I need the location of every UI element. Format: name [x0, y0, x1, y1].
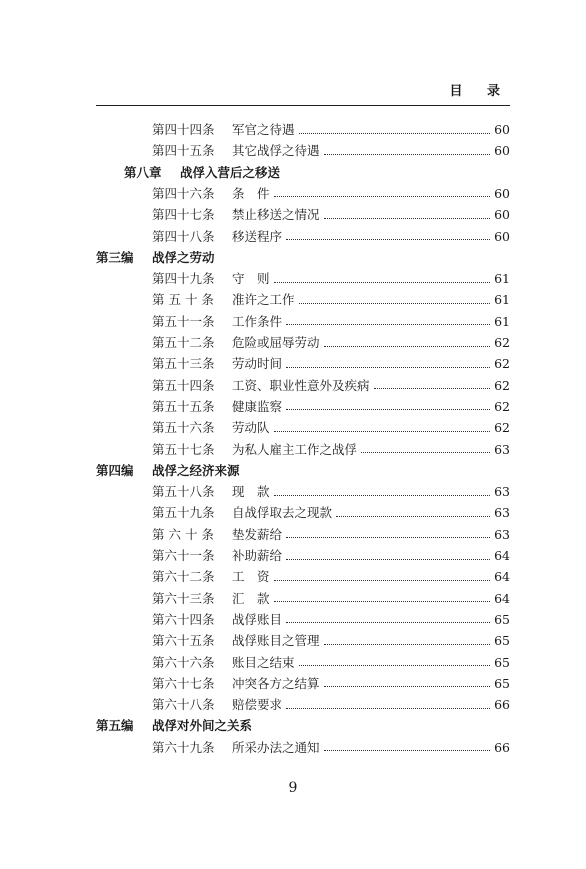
toc-entry[interactable] [152, 141, 510, 161]
page-header [96, 80, 510, 100]
toc-entry-title: 移送程序 [232, 228, 283, 244]
toc-entry-title: 补助薪给 [232, 548, 283, 563]
toc-dot-leader [274, 431, 490, 432]
toc-dot-leader [324, 750, 490, 751]
toc-dot-leader [336, 516, 490, 517]
toc-entry-title: 劳动时间 [232, 356, 283, 372]
toc-dot-leader [286, 622, 490, 623]
toc-entry-number: 第五十一条 [152, 313, 215, 329]
toc-entry-number: 第四十八条 [152, 228, 215, 244]
toc-entry-title: 军官之待遇 [232, 122, 295, 137]
toc-entry-page: 66 [494, 739, 510, 755]
toc-entry-number: 第四十七条 [152, 207, 215, 223]
toc-dot-leader [361, 452, 490, 453]
toc-entry-title: 战俘对外间之关系 [152, 718, 253, 734]
toc-entry-number: 第八章 [124, 164, 162, 180]
toc-dot-leader [274, 282, 490, 283]
toc-entry[interactable] [152, 482, 510, 502]
toc-entry[interactable] [152, 269, 510, 289]
toc-dot-leader [324, 154, 490, 155]
toc-entry-title: 禁止移送之情况 [232, 207, 320, 223]
toc-entry-number: 第四十九条 [152, 271, 215, 287]
toc-entry-page: 61 [494, 292, 510, 308]
toc-dot-leader [286, 367, 490, 368]
toc-entry-page: 60 [494, 207, 510, 223]
toc-entry-page: 60 [494, 185, 510, 201]
toc-entry-title: 自战俘取去之现款 [232, 505, 333, 521]
toc-entry-title: 战俘账目之管理 [232, 633, 320, 649]
toc-entry-number: 第四十五条 [152, 143, 215, 159]
toc-part[interactable] [96, 248, 510, 268]
toc-entry-number: 第六十九条 [152, 739, 215, 755]
toc-entry-page: 65 [494, 611, 510, 627]
toc-entry-number: 第六十三条 [152, 590, 215, 606]
toc-part[interactable] [96, 461, 510, 481]
toc-entry-number: 第五十二条 [152, 335, 215, 350]
toc-entry-title: 条 件 [232, 185, 270, 201]
toc-entry-number: 第五十四条 [152, 377, 215, 393]
toc-entry-number: 第六十一条 [152, 548, 215, 563]
toc-dot-leader [286, 559, 490, 560]
toc-entry-number: 第六十二条 [152, 569, 215, 585]
toc-entry-number: 第四十六条 [152, 185, 215, 201]
toc-entry-number: 第六十六条 [152, 654, 215, 670]
toc-entry[interactable] [152, 397, 510, 417]
toc-entry-number: 第五十六条 [152, 420, 215, 436]
toc-part[interactable] [96, 716, 510, 736]
toc-entry-page: 65 [494, 675, 510, 691]
toc-entry-number: 第六十四条 [152, 611, 215, 627]
toc-entry-number: 第五十九条 [152, 505, 215, 521]
toc-entry-page: 64 [494, 569, 510, 585]
toc-entry-title: 危险或屈辱劳动 [232, 335, 320, 350]
toc-entry-title: 守 则 [232, 271, 270, 287]
toc-entry-number: 第五十五条 [152, 398, 215, 414]
toc-entry[interactable] [152, 290, 510, 310]
toc-entry[interactable] [152, 631, 510, 651]
toc-entry[interactable] [152, 674, 510, 694]
toc-entry-number: 第六十五条 [152, 633, 215, 649]
toc-entry[interactable] [152, 610, 510, 630]
toc-entry-page: 62 [494, 356, 510, 372]
toc-entry-title: 所采办法之通知 [232, 739, 320, 755]
toc-dot-leader [274, 196, 490, 197]
toc-entry-title: 垫发薪给 [232, 526, 283, 542]
toc-entry-number: 第 五 十 条 [152, 292, 214, 308]
toc-entry[interactable] [152, 376, 510, 396]
toc-entry[interactable] [152, 589, 510, 609]
toc-dot-leader [299, 665, 490, 666]
toc-entry-number: 第五编 [96, 718, 134, 734]
toc-entry-page: 63 [494, 441, 510, 457]
toc-entry-number: 第五十三条 [152, 356, 215, 372]
toc-entry[interactable] [152, 653, 510, 673]
toc-entry-title: 战俘账目 [232, 611, 283, 627]
toc-entry-title: 劳动队 [232, 420, 270, 436]
toc-entry[interactable] [152, 312, 510, 332]
toc-dot-leader [286, 324, 490, 325]
toc-entry-title: 战俘之劳动 [152, 249, 215, 265]
toc-entry[interactable] [152, 184, 510, 204]
toc-entry-title: 战俘之经济来源 [152, 462, 240, 478]
toc-entry-title: 战俘入营后之移送 [180, 164, 281, 180]
toc-entry-title: 健康监察 [232, 398, 283, 414]
toc-dot-leader [274, 601, 490, 602]
toc-entry-page: 60 [494, 122, 510, 137]
toc-dot-leader [274, 580, 490, 581]
toc-entry-page: 60 [494, 228, 510, 244]
toc-dot-leader [286, 708, 490, 709]
toc-entry-title: 赔偿要求 [232, 697, 283, 713]
toc-entry-title: 工作条件 [232, 313, 283, 329]
toc-entry-page: 63 [494, 505, 510, 521]
toc-entry[interactable] [152, 227, 510, 247]
toc-entry-title: 为私人雇主工作之战俘 [232, 441, 358, 457]
toc-entry[interactable] [152, 333, 510, 353]
toc-entry-number: 第 六 十 条 [152, 526, 214, 542]
toc-entry[interactable] [152, 503, 510, 523]
toc-entry[interactable] [152, 440, 510, 460]
toc-entry-number: 第三编 [96, 249, 134, 265]
toc-entry-page: 65 [494, 633, 510, 649]
toc-entry-page: 61 [494, 271, 510, 287]
header-title: 目 录 [449, 84, 510, 99]
toc-entry[interactable] [152, 205, 510, 225]
toc-entry-number: 第五十七条 [152, 441, 215, 457]
toc-dot-leader [286, 409, 490, 410]
toc-entry[interactable] [152, 546, 510, 566]
toc-entry-page: 62 [494, 377, 510, 393]
toc-entry[interactable] [152, 418, 510, 438]
toc-entry[interactable] [152, 120, 510, 140]
toc-dot-leader [324, 218, 490, 219]
header-rule [96, 105, 510, 106]
toc-entry-page: 60 [494, 143, 510, 159]
toc-dot-leader [324, 644, 490, 645]
page-number: 9 [288, 780, 298, 796]
toc-entry-title: 账目之结束 [232, 654, 295, 670]
toc-entry-title: 准许之工作 [232, 292, 295, 308]
toc-entry-page: 63 [494, 484, 510, 500]
toc-entry-page: 61 [494, 313, 510, 329]
toc-entry-title: 其它战俘之待遇 [232, 143, 320, 159]
toc-entry[interactable] [152, 354, 510, 374]
toc-entry-number: 第五十八条 [152, 484, 215, 500]
toc-entry-number: 第六十七条 [152, 675, 215, 691]
toc-entry[interactable] [152, 567, 510, 587]
toc-dot-leader [324, 346, 490, 347]
toc-dot-leader [374, 388, 490, 389]
toc-entry-title: 工资、职业性意外及疾病 [232, 377, 370, 393]
toc-dot-leader [299, 303, 490, 304]
toc-entry-number: 第六十八条 [152, 697, 215, 713]
toc-entry-title: 冲突各方之结算 [232, 675, 320, 691]
toc-dot-leader [324, 686, 490, 687]
toc-entry-page: 64 [494, 548, 510, 563]
toc-chapter[interactable] [124, 163, 510, 183]
toc-entry-page: 62 [494, 398, 510, 414]
toc-entry-page: 66 [494, 697, 510, 713]
toc-dot-leader [299, 133, 490, 134]
toc-entry[interactable] [152, 525, 510, 545]
toc-dot-leader [286, 537, 490, 538]
toc-entry-page: 62 [494, 420, 510, 436]
toc-entry-page: 62 [494, 335, 510, 350]
toc-entry-page: 65 [494, 654, 510, 670]
toc-entry[interactable] [152, 738, 510, 758]
toc-dot-leader [274, 495, 490, 496]
toc-entry[interactable] [152, 695, 510, 715]
toc-entry-title: 现 款 [232, 484, 270, 500]
toc-entry-page: 64 [494, 590, 510, 606]
toc-entry-title: 汇 款 [232, 590, 270, 606]
toc-entry-number: 第四十四条 [152, 122, 215, 137]
toc-entry-page: 63 [494, 526, 510, 542]
toc-entry-title: 工 资 [232, 569, 270, 585]
toc-dot-leader [286, 239, 490, 240]
toc-entry-number: 第四编 [96, 462, 134, 478]
